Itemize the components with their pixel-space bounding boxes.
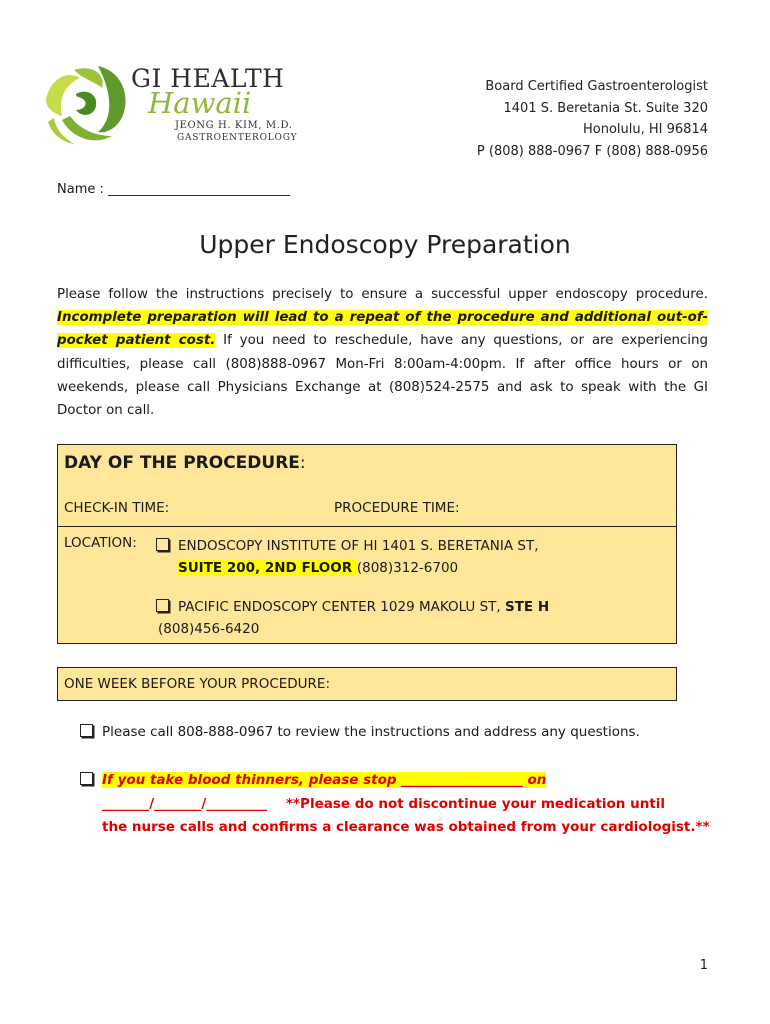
contact-line: 1401 S. Beretania St. Suite 320 (503, 100, 708, 116)
doctor-name: JEONG H. KIM, M.D. (175, 120, 293, 131)
leaf-logo-icon (40, 60, 135, 150)
checkin-time-label: CHECK-IN TIME: (64, 500, 170, 516)
checkbox-icon[interactable] (80, 772, 93, 785)
contact-line: Board Certified Gastroenterologist (485, 79, 708, 94)
blood-thinner-instruction[interactable]: If you take blood thinners, please stop __________________ on _______/_______/_________ **Please do not discontinue your medication until the nurse calls and confirms a clearance was obtained from your cardiologist.** (80, 769, 710, 840)
brand-name: GI HEALTH (131, 64, 285, 93)
contact-line: P (808) 888-0967 F (808) 888-0956 (476, 143, 708, 159)
checkbox-icon[interactable] (156, 538, 169, 551)
contact-line: Honolulu, HI 96814 (583, 122, 708, 137)
week-heading: ONE WEEK BEFORE YOUR PROCEDURE: (64, 676, 331, 692)
intro-text: If you need to reschedule, have any questions, or are experiencing difficulties, please call (808)888-0967 Mon-Fri 8:00am-4:00pm. If after office hours or on weekends, please call Physicians Exchange at (808)524-2575 and ask to speak with the GI Doctor on call. (57, 333, 708, 419)
specialty: GASTROENTEROLOGY (177, 133, 298, 143)
brand-script: Hawaii (148, 86, 252, 120)
gi-health-logo (40, 60, 300, 150)
day-of-procedure-box (57, 444, 677, 644)
divider (58, 526, 676, 527)
contact-block (477, 76, 708, 162)
name-field[interactable]: Name : ____________________________ (57, 182, 290, 197)
checkbox-icon[interactable] (156, 599, 169, 612)
location-option-1[interactable]: ENDOSCOPY INSTITUTE OF HI 1401 S. BERETANIA ST, SUITE 200, 2ND FLOOR (808)312-6700 (156, 535, 538, 579)
page-number: 1 (699, 958, 708, 973)
location-label: LOCATION: (64, 535, 137, 551)
procedure-time-label: PROCEDURE TIME: (334, 500, 460, 516)
one-week-before-box (57, 667, 677, 701)
page-title: Upper Endoscopy Preparation (199, 230, 571, 259)
call-instruction[interactable]: Please call 808-888-0967 to review the instructions and address any questions. (80, 724, 640, 740)
intro-paragraph (57, 283, 708, 422)
intro-text: Please follow the instructions precisely to ensure a successful upper endoscopy procedure. (57, 287, 708, 302)
day-heading: DAY OF THE PROCEDURE: (64, 453, 306, 473)
intro-warning: Incomplete preparation will lead to a repeat of the procedure and additional out-of-pocket patient cost. (57, 310, 708, 349)
checkbox-icon[interactable] (80, 724, 93, 737)
location-option-2[interactable]: PACIFIC ENDOSCOPY CENTER 1029 MAKOLU ST, STE H (808)456-6420 (158, 599, 550, 637)
